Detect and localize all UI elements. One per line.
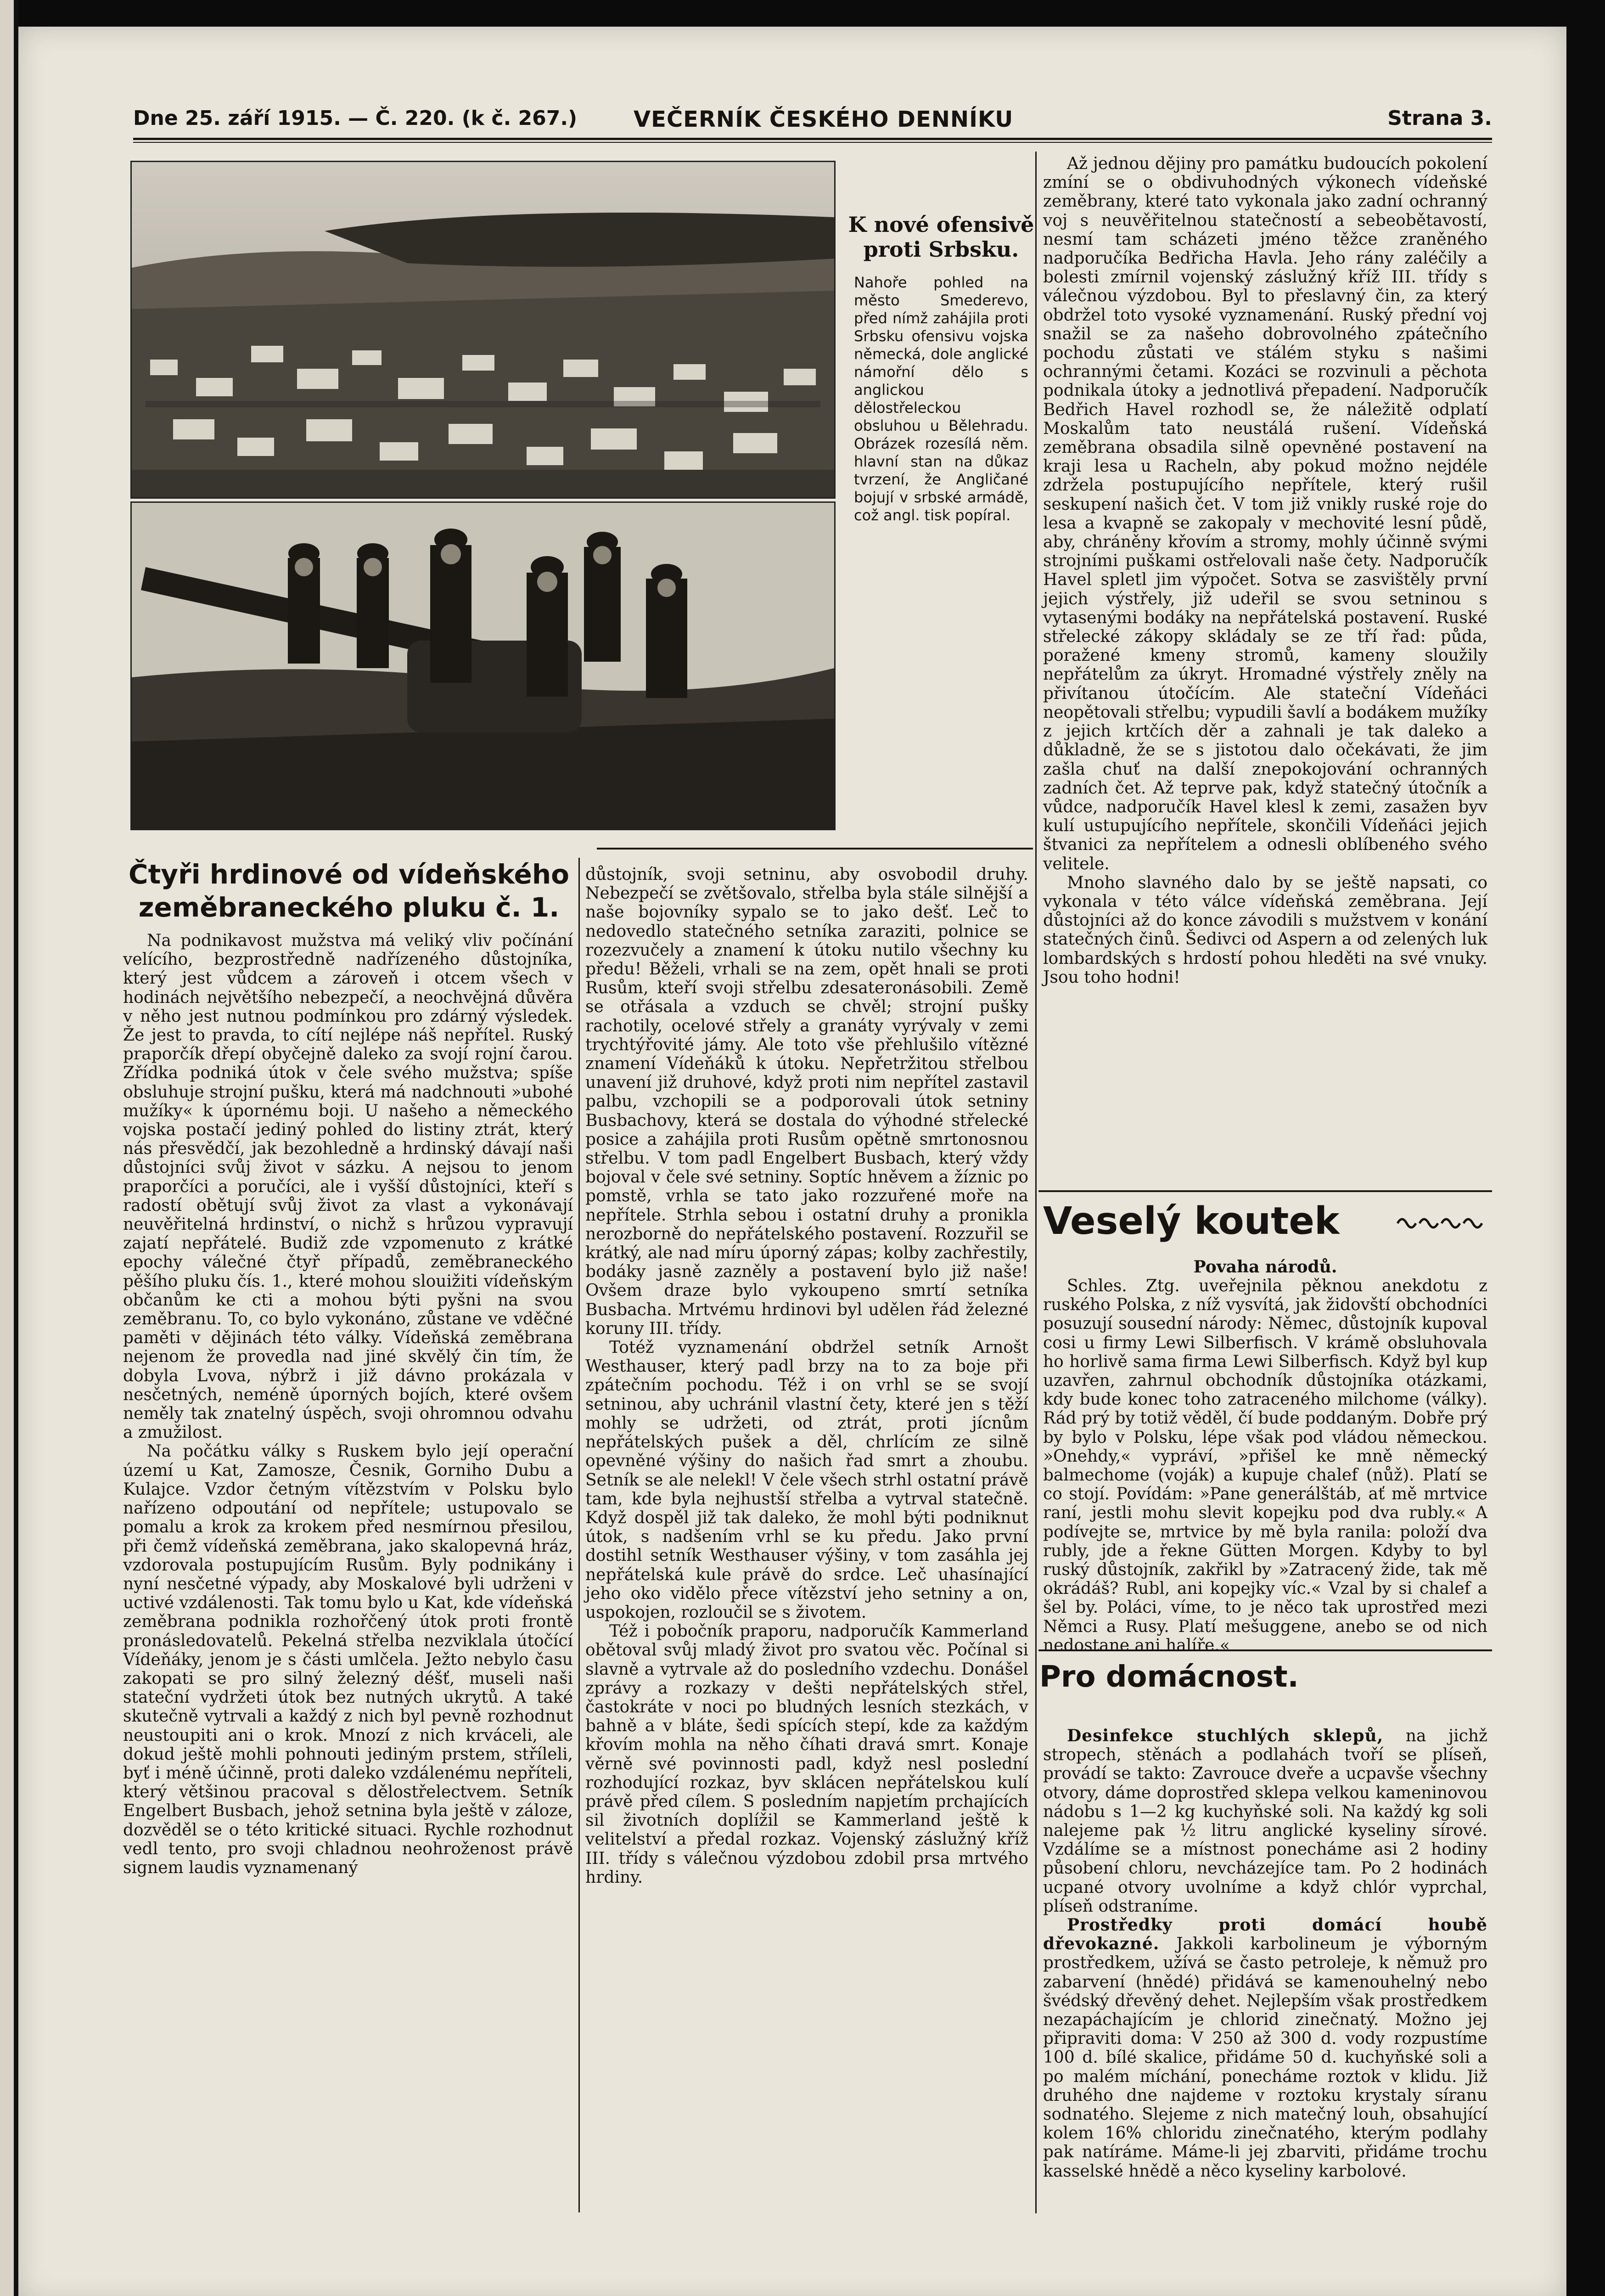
domacnost-item-2-head: Prostředky proti domácí houbě dřevokazné.: [1043, 1915, 1487, 1954]
vesely-koutek-text: Schles. Ztg. uveřejnila pěknou anekdotu z ruského Polska, z níž vysvítá, jak židovští obchodníci posuzují sousední národy: Němec, důstojník kupoval cosi u firmy Lewi Silberfisch. V krámě obsluhovala ho horlivě sama firma Lewi Silberfisch. Když byl kup uzavřen, zahrnul obchodník důstojníka otázkami, kdy bude konec toho zatraceného milchome (války). Rád prý by totiž věděl, čí bude poddaným. Dobře prý by bylo v Polsku, lépe však pod vládou německou. »Onehdy,« vypráví, »přišel ke mně německý balmechome (voják) a kupuje chalef (nůž). Platí se co stojí. Povídám: »Pane generálštáb, ať mě mrtvice raní, jestli mohu slevit kopejku pod dva rubly.« A podívejte se, mrtvice by mě byla ranila: položí dva rubly, jde a řekne Gütten Morgen. Kdyby to byl ruský důstojník, zakřikl by »Zatracený žide, tak mě okrádáš? Rubl, ani kopejky víc.« Vzal by si chalef a šel by. Poláci, víme, to je něco tak uprostřed mezi Němci a Rusy. Platí mešuggene, anebo se od nich nedostane ani halíře.«: [1043, 1277, 1487, 1655]
article-paragraph: Na počátku války s Ruskem bylo její operační území u Kat, Zamosze, Česnik, Gorniho Dubu a Kulajce. Vzdor četným vítězstvím v Polsku bylo nařízeno odpoutání od nepřítele; ustupovalo se pomalu a krok za krokem před nesmírnou přesilou, při čemž vídeňská zeměbrana, jako skalopevná hráz, vzdorovala postupujícím Rusům. Byly podnikány i nyní nesčetné výpady, aby Moskalové byli udrženi v uctivé vzdálenosti. Tak tomu bylo u Kat, kde vídeňská zeměbrana podnikla rozhořčený útok proti frontě pronásledovatelů. Pekelná střelba nezviklala útočící Vídeňáky, jenom je s části umlčela. Ježto nebylo času zakopati se pro silný železný déšť, museli naši stateční vydržeti útok bez nutných ukrytů. A také skutečně vytrvali a každý z nich byl pevně rozhodnut neustoupiti ani o krok. Mnozí z nich krváceli, ale dokud ještě mohli pohnouti jediným prstem, stříleli, byť i méně účinně, proti daleko vzdálenému nepříteli, který většinou pracoval s dělostřelectvem. Setník Engelbert Busbach, jehož setnina byla ještě v záloze, dozvěděl se o této kritické situaci. Rychle rozhodnut vedl tento, pro svoji chladnou neohroženost právě signem laudis vyznamenaný: [123, 1442, 573, 1877]
article-paragraph: Až jednou dějiny pro památku budoucích pokolení zmíní se o obdivuhodných výkonech vídeňské zeměbrany, které tato vykonala jako zadní ochranný voj s neuvěřitelnou statečností a sebeobětavostí, nesmí tam scházeti jméno těžce zraněného nadporučíka Bedřicha Havla. Jeho rány zaléčily a bolesti zmírnil vojenský záslužný kříž III. třídy s válečnou výzdobou. Byl to přeslavný čin, za který obdržel toto vysoké vyznamenání. Ruský přední voj snažil se za našeho dobrovolného zpátečního pochodu zůstati ve stálém styku s našimi ochrannými četami. Kozáci se rozvinuli a pěchota podnikala útoky a jednotlivá přepadení. Nadporučík Bedřich Havel rozhodl se, že náležitě odplatí Moskalům tato neustálá rušení. Vídeňská zeměbrana obsadila silně opevněné postavení na kraji lesa u Racheln, aby pokud možno nejdéle zdržela postupujícího nepřítele, který rušil seskupení našich čet. V tom již vnikly ruské roje do lesa a kvapně se zakopaly v mechovité lesní půdě, aby, chráněny křovím a stromy, mohly účinně svými strojními puškami ostřelovali naše čety. Nadporučík Havel spletl jim výpočet. Sotva se zasvištěly první jejich výstřely, již udeřil se svou setninou s vytasenými bodáky na nepřátelská postavení. Ruské střelecké zákopy skládaly se ze tří řad: půda, poražené kmeny stromů, kameny sloužily nepřátelům za úkryt. Hromadné výstřely zněly na přivítanou útočícím. Ale stateční Vídeňáci neopětovali střelbu; vypudili šavlí a bodákem mužíky z jejich krtčích děr a zahnali je tak daleko a důkladně, že se s jistotou dalo očekávati, že jim zašla chuť na další znepokojování ochranných zadních čet. Až teprve pak, když statečný útočník a vůdce, nadporučík Havel klesl k zemi, zasažen byv kulí ustupujícího nepřítele, skončili Vídeňáci jejich štvanici za nepřítelem a odnesli oblíbeného svého velitele.: [1043, 154, 1487, 873]
header-page-number: Strana 3.: [1387, 107, 1492, 130]
article-column-middle: [585, 865, 1028, 1887]
article-paragraph: důstojník, svoji setninu, aby osvobodil druhy. Nebezpečí se zvětšovalo, střelba byla stále silnější a naše bojovníky sypalo se to jako dešť. Leč to nedovedlo statečného setníka zaraziti, polnice se rozezvučely a znamení k útoku nutilo všechny ku předu! Běželi, vrhali se na zem, opět hnali se proti Rusům, kteří svoji střelbu zdesateronásobili. Země se otřásala a vzduch se chvěl; strojní pušky rachotily, ocelové střely a granáty vyrývaly v zemi trychtýřovité jámy. Ale toto vše přehlušilo vítězné znamení Vídeňáků k útoku. Nepřetržitou střelbou unavení již druhové, když proti nim nepřítel zastavil palbu, vzchopili se a podporovali útok setniny Busbachovy, která se dostala do výhodné střelecké posice a zahájila proti Rusům opětně smrtonosnou střelbu. V tom padl Engelbert Busbach, který vždy bojoval v čele své setniny. Soptíc hněvem a žíznic po pomstě, vrhla se tato jako rozzuřené moře na nepřítele. Strhla sebou i ostatní druhy a pronikla nerozborně do nepřátelského postavení. Rozzuřil se krátký, ale nad míru úporný zápas; kolby zachřestily, bodáky jasně zazněly a postavení bylo již naše! Ovšem draze bylo vykoupeno smrtí setníka Busbacha. Mrtvému hrdinovi byl udělen řád železné koruny III. třídy.: [585, 865, 1028, 1338]
article-title-line2: zeměbraneckého pluku č. 1.: [138, 892, 560, 923]
header-rule-thin: [133, 142, 1492, 143]
vesely-koutek-column: [1043, 1257, 1487, 1655]
domacnost-item-1-text: na jichž stropech, stěnách a podlahách tvoří se plíseň, provádí se takto: Zavrouce dveře a ucpavše všechny otvory, dáme doprostřed sklepa velkou kameninovou nádobu s 1—2 kg kuchyňské soli. Na každý kg soli nalejeme pak ½ litru anglické kyseliny sírové. Vzdálíme se a místnost ponecháme asi 2 hodiny působení chloru, nevcházejíce tam. Po 2 hodinách ucpané otvory uvolníme a když chlór vyprchal, plíseň odstraníme.: [1043, 1727, 1487, 1916]
article-paragraph: Na podnikavost mužstva má veliký vliv počínání velícího, bezprostředně nadřízeného důstojníka, který jest vůdcem a zároveň i otcem všech v hodinách největšího nebezpečí, a neochvějná důvěra v něho jest nutnou podmínkou pro zdárný výsledek. Že jest to pravda, to cítí nejlépe náš nepřítel. Ruský praporčík dřepí obyčejně daleko za svojí rojní čarou. Zřídka podniká útok v čele svého mužstva; spíše obsluhuje strojní pušku, která má nadchnouti »ubohé mužíky« k úpornému boji. U našeho a německého vojska postačí jediný pohled do listiny ztrát, který nás přesvědčí, jak bezohledně a hrdinský dávají naši důstojníci svůj život v sázku. A nejsou to jenom praporčíci a poručíci, ale i vyšší důstojníci, kteří s radostí obětují svůj život za vlast a vykonávají neuvěřitelná hrdinství, o nichž s hrůzou vypravují zajatí nepřátelé. Budiž zde vzpomenuto z krátké epochy válečné čtyř případů, zeměbraneckého pěšího pluku čís. 1., které mohou slouižiti vídeňským občanům ke cti a mohou býti pyšni na svou zeměbranu. To, co bylo vykonáno, zůstane ve vděčné paměti v dějinách této války. Vídeňská zeměbrana nejenom že provedla nad jiné skvělý čin tím, že dobyla Lvova, nýbrž i již dávno prokázala v nesčetných, neméně úporných bojích, které ovšem neměly tak znatelný úspěch, svoji ohromnou odvahu a zmužilost.: [123, 931, 573, 1442]
page-header: [133, 107, 1492, 138]
pro-domacnost-column: [1043, 1727, 1487, 2181]
domacnost-item-2: [1043, 1916, 1487, 2181]
squiggle-ornament-icon: [1397, 1211, 1484, 1230]
article-title-line1: Čtyři hrdinové od vídeňského: [129, 859, 569, 890]
column-rule-middle: [578, 858, 580, 2212]
header-date-issue: Dne 25. září 1915. — Č. 220. (k č. 267.): [133, 107, 578, 130]
domacnost-item-1-head: Desinfekce stuchlých sklepů,: [1067, 1726, 1384, 1745]
scan-left-edge: [0, 0, 18, 2296]
domacnost-item-1: [1043, 1727, 1487, 1916]
photo-caption-title-line2: proti Srbsku.: [863, 237, 1019, 262]
photo-caption-title-line1: K nové ofensivě: [848, 212, 1034, 237]
vesely-top-rule: [1038, 1190, 1492, 1192]
vesely-koutek-subtitle: Povaha národů.: [1193, 1257, 1337, 1277]
article-column-right: [1043, 154, 1487, 987]
photo-caption-title: [845, 212, 1038, 262]
vesely-koutek-heading: [1043, 1199, 1487, 1249]
article-column-left: [123, 931, 573, 1877]
article-paragraph: Totéž vyznamenání obdržel setník Arnošt Westhauser, který padl brzy na to za boje při zpátečním pochodu. Též i on vrhl se se svojí setninou, aby uchránil vlastní čety, které jen s těží mohly se udržeti, od ztrát, proti jícnům nepřátelských pušek a děl, chrlícím ze silně opevněné výšiny do našich řad smrt a zhoubu. Setník se ale nelekl! V čele všech strhl ostatní právě tam, kde byla nejhustší střelba a vytrval statečně. Když dospěl již tak daleko, že mohl býti podniknut útok, s nadšením vrhl se ku předu. Jako první dostihl setník Westhauser výšiny, v tom zasáhla jej nepřátelská kule právě do srdce. Leč uhasínající jeho oko vidělo přece vítězství jeho setniny a on, uspokojen, rozloučil se s životem.: [585, 1338, 1028, 1622]
photo-naval-gun: [130, 501, 836, 830]
photo-section-rule: [597, 848, 1033, 850]
photo-caption-text: Nahoře pohled na město Smederevo, před nímž zahájila proti Srbsku ofensivu vojska německá, dole anglické námořní dělo s anglickou dělostřeleckou obsluhou u Bělehradu. Obrázek rozesílá něm. hlavní stan na důkaz tvrzení, že Angličané bojují v srbské armádě, což angl. tisk popíral.: [854, 274, 1028, 524]
vesely-koutek-title: Veselý koutek: [1043, 1199, 1340, 1243]
pro-domacnost-title: Pro domácnost.: [1039, 1660, 1299, 1694]
column-rule-right: [1035, 152, 1037, 2213]
header-rule: [133, 138, 1492, 140]
header-paper-name: VEČERNÍK ČESKÉHO DENNÍKU: [634, 107, 1014, 132]
domacnost-item-2-text: Jakkoli karbolineum je výborným prostředkem, užívá se často petroleje, k němuž pro zabarvení (hnědé) přidává se kamenouhelný nebo švédský dřevěný dehet. Nejlepším však prostředkem nezapáchajícím je chlorid zinečnatý. Možno jej připraviti doma: V 250 až 300 d. vody rozpustíme 100 d. bílé skalice, přidáme 50 d. kuchyňské soli a po malém míchání, ponecháme roztok v klidu. Již druhého dne najdeme v roztoku krystaly síranu sodnatého. Slejeme z nich matečný louh, obsahující kolem 16% chloridu zinečnatého, kterým podlahy pak natíráme. Máme-li jej zbarviti, přidáme trochu kasselské hnědě a něco kyseliny karbolové.: [1043, 1935, 1487, 2181]
article-title: [124, 858, 574, 924]
photo-smederevo: [130, 161, 836, 499]
article-paragraph: Mnoho slavného dalo by se ještě napsati, co vykonala v této válce vídeňská zeměbrana. Její důstojníci až do konce závodili s mužstvem v konání statečných činů. Šedivci od Aspern a od zelených luk lombardských s hrdostí pohou hleděti na své vnuky. Jsou toho hodni!: [1043, 873, 1487, 987]
article-paragraph: Též i pobočník praporu, nadporučík Kammerland obětoval svůj mladý život pro svatou věc. Počínal si slavně a vytrvale až do posledního vzdechu. Donášel zprávy a rozkazy v dešti nepřátelských střel, častokráte v noci po bludných lesních stezkách, v bahně a v bláte, šedi spících stepí, kde za každým křovím mohla na něho číhati dravá smrt. Konaje věrně své povinnosti padl, když nesl poslední rozhodující rozkaz, byv sklácen nepřátelskou kulí právě před cílem. S posledním napjetím prchajících sil životních doplížil se Kammerland ještě k velitelství a předal rozkaz. Vojenský záslužný kříž III. třídy s válečnou výzdobou zdobil prsa mrtvého hrdiny.: [585, 1622, 1028, 1887]
